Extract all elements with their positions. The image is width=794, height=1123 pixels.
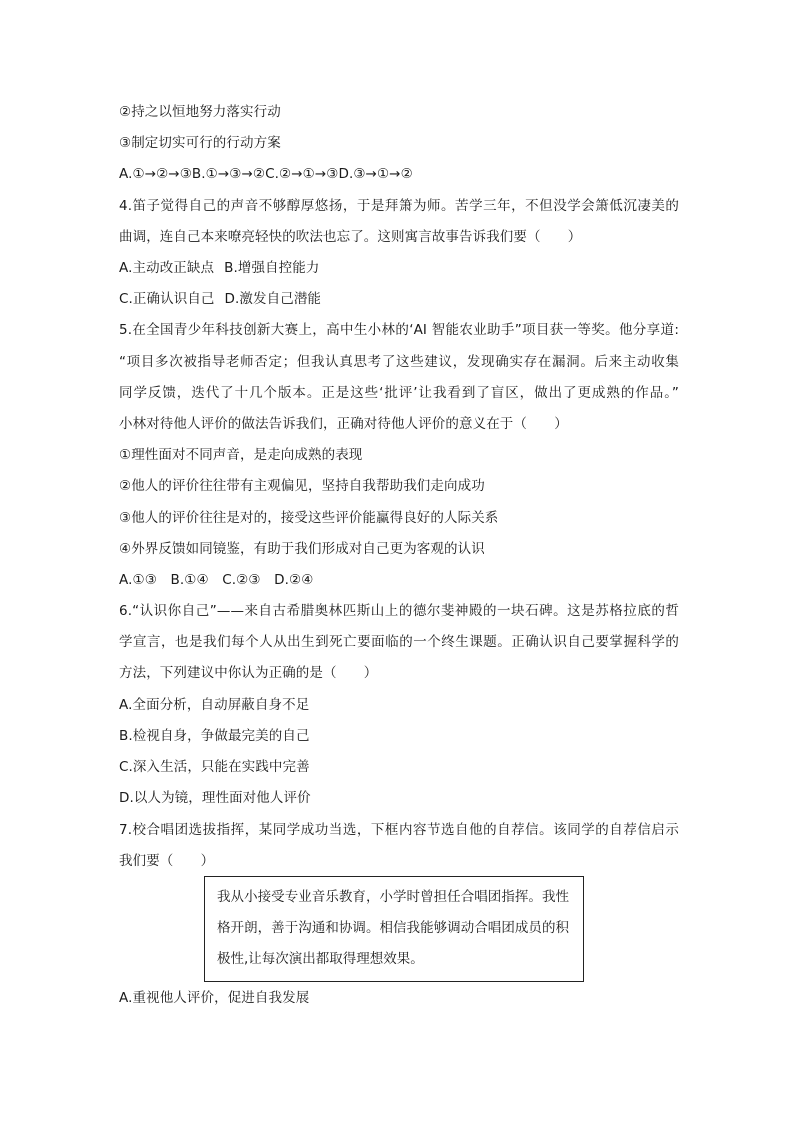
q7-stem-line-1: 7.校合唱团选拔指挥，某同学成功当选，下框内容节选自他的自荐信。该同学的自荐信启示 [119, 822, 679, 838]
q4-choices-row-2 [119, 289, 679, 309]
q7-box-line-3: 极性,让每次演出都取得理想效果。 [217, 951, 424, 967]
q4-choice-b: B.增强自控能力 [224, 260, 320, 276]
q3-option-3: ③制定切实可行的行动方案 [119, 135, 281, 151]
q7-box-line-2: 格开朗，善于沟通和协调。相信我能够调动合唱团成员的积 [217, 920, 569, 936]
q6-stem-line-3: 方法，下列建议中你认为正确的是（ ） [119, 665, 378, 681]
q4-choice-c: C.正确认识自己 [119, 291, 215, 307]
q7-box-line-1: 我从小接受专业音乐教育，小学时曾担任合唱团指挥。我性 [217, 889, 569, 905]
q6-choice-d: D.以人为镜，理性面对他人评价 [119, 790, 311, 806]
q6-stem-line-2: 学宣言，也是我们每个人从出生到死亡要面临的一个终生课题。正确认识自己要掌握科学的 [119, 634, 679, 650]
q6-choice-a: A.全面分析，自动屏蔽自身不足 [119, 697, 310, 713]
q6-stem-line-1: 6.“认识你自己”——来自古希腊奥林匹斯山上的德尔斐神殿的一块石碑。这是苏格拉底的哲 [119, 603, 679, 619]
q7-quote-box [204, 876, 584, 982]
q4-choice-d: D.激发自己潜能 [224, 291, 322, 307]
q4-stem-line-2: 曲调，连自己本来嘹亮轻快的吹法也忘了。这则寓言故事告诉我们要（ ） [119, 229, 582, 245]
q3-option-2: ②持之以恒地努力落实行动 [119, 104, 281, 120]
q3-choices: A.①→②→③B.①→③→②C.②→①→③D.③→①→② [119, 166, 413, 182]
q5-stem-line-4: 小林对待他人评价的做法告诉我们，正确对待他人评价的意义在于（ ） [119, 416, 568, 432]
q7-stem-line-2: 我们要（ ） [119, 853, 215, 869]
q4-stem-line-1: 4.笛子觉得自己的声音不够醇厚悠扬，于是拜箫为师。苦学三年，不但没学会箫低沉凄美的 [119, 198, 679, 214]
q5-choices: A.①③ B.①④ C.②③ D.②④ [119, 572, 314, 588]
q5-stem-line-2: “项目多次被指导老师否定；但我认真思考了这些建议，发现确实存在漏洞。后来主动收集 [119, 354, 679, 370]
q7-choice-a: A.重视他人评价，促进自我发展 [119, 990, 310, 1006]
q4-choice-a: A.主动改正缺点 [119, 260, 215, 276]
q5-stem-line-1: 5.在全国青少年科技创新大赛上，高中生小林的‘AI 智能农业助手”项目获一等奖。他分享道: [119, 322, 679, 338]
q5-stem-line-3: 同学反馈，迭代了十几个版本。正是这些‘批评’让我看到了盲区，做出了更成熟的作品。” [119, 385, 679, 401]
q6-choice-b: B.检视自身，争做最完美的自己 [119, 728, 310, 744]
q5-option-3: ③他人的评价往往是对的，接受这些评价能赢得良好的人际关系 [119, 510, 499, 526]
q5-option-4: ④外界反馈如同镜鉴，有助于我们形成对自己更为客观的认识 [119, 541, 485, 557]
q5-option-1: ①理性面对不同声音，是走向成熟的表现 [119, 447, 363, 463]
q6-choice-c: C.深入生活，只能在实践中完善 [119, 759, 310, 775]
q5-option-2: ②他人的评价往往带有主观偏见，坚持自我帮助我们走向成功 [119, 478, 485, 494]
q4-choices-row-1 [119, 258, 679, 278]
